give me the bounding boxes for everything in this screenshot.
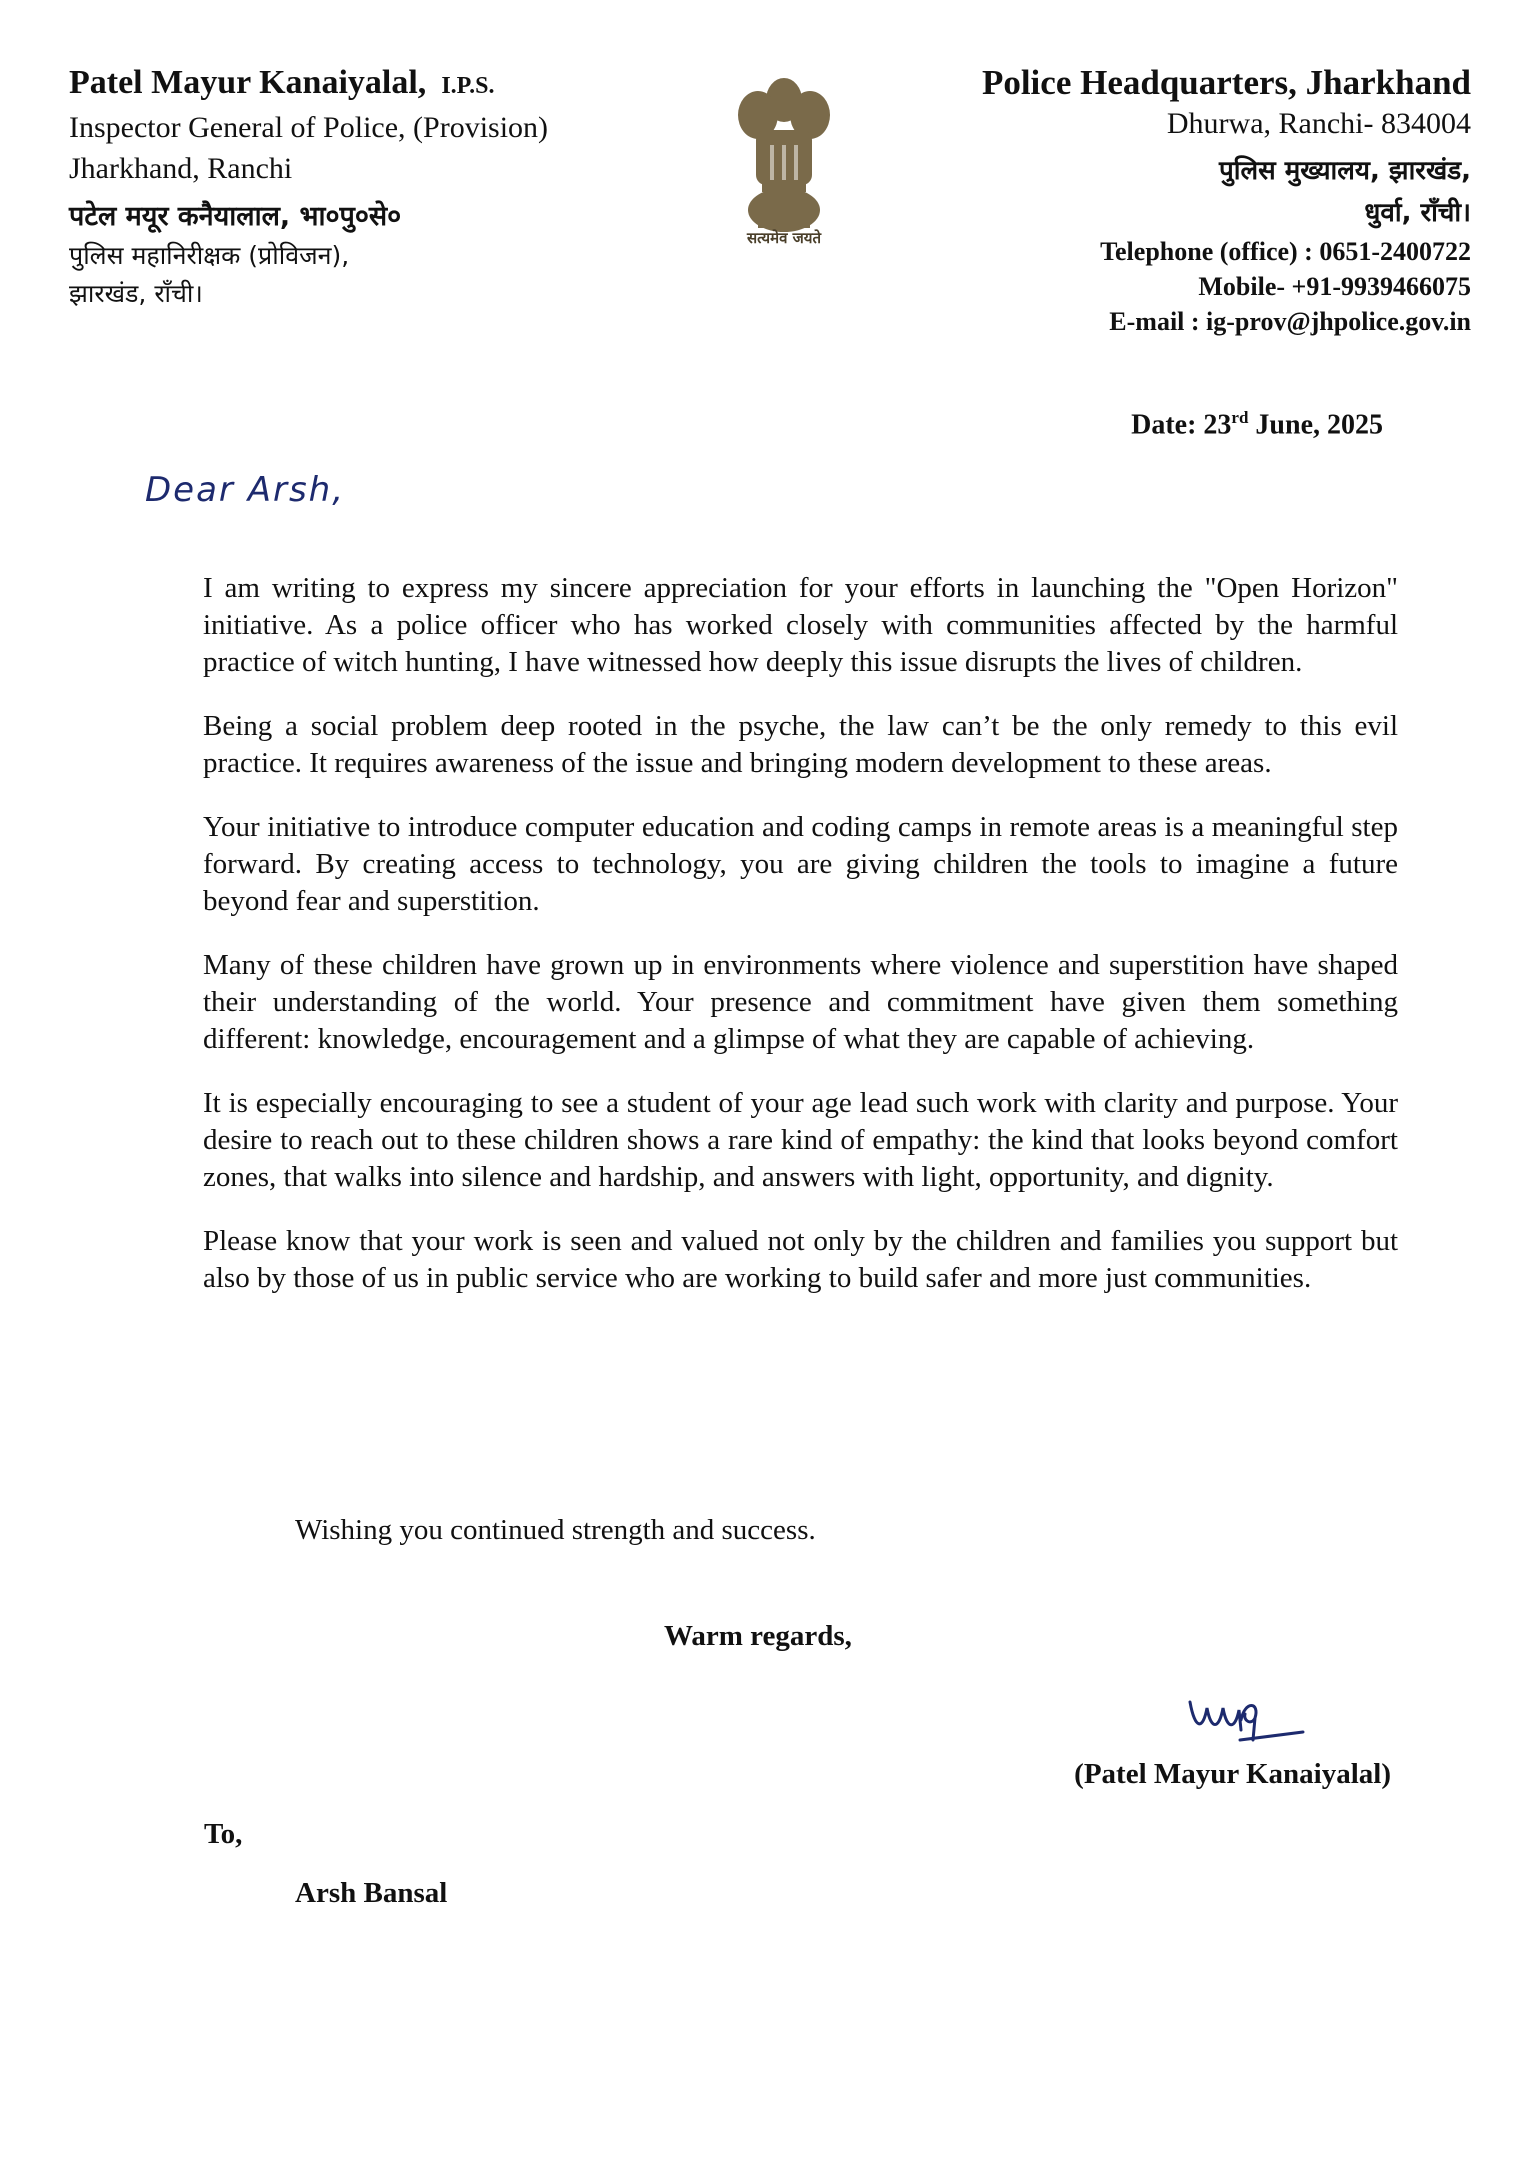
- sender-suffix: I.P.S.: [441, 73, 495, 99]
- to-label: To,: [204, 1818, 243, 1850]
- sender-name: Patel Mayur Kanaiyalal,: [69, 64, 427, 101]
- office-address: Dhurwa, Ranchi- 834004: [1166, 107, 1471, 140]
- emblem-motto: सत्यमेव जयते: [746, 229, 822, 247]
- paragraph: Being a social problem deep rooted in the psyche, the law can’t be the only remedy to this evil practice. It requires awareness of the issue and bringing modern development to these areas.: [203, 710, 1398, 779]
- office-address-hindi: धुर्वा, राँची।: [1364, 198, 1471, 228]
- sender-block: [69, 62, 548, 313]
- paragraph: Your initiative to introduce computer education and coding camps in remote areas is a meaningful step forward. By creating access to technology, you are giving children the tools to imagine a future beyond fear and superstition.: [203, 811, 1398, 917]
- sender-location: Jharkhand, Ranchi: [69, 152, 293, 185]
- office-email: E-mail : ig-prov@jhpolice.gov.in: [1109, 307, 1471, 336]
- office-telephone: Telephone (office) : 0651-2400722: [1100, 237, 1471, 266]
- office-mobile: Mobile- +91-9939466075: [1198, 272, 1471, 301]
- paragraph: Please know that your work is seen and valued not only by the children and families you support but also by those of us in public service who are working to build safer and more just communities.: [203, 1225, 1398, 1294]
- office-name-hindi: पुलिस मुख्यालय, झारखंड,: [1218, 156, 1471, 186]
- sender-designation-hindi: पुलिस महानिरीक्षक (प्रोविजन),: [69, 241, 350, 270]
- paragraph: I am writing to express my sincere appreciation for your efforts in launching the "Open Horizon" initiative. As a police officer who has worked closely with communities affected by the harmful practice of witch hunting, I have witnessed how deeply this issue disrupts the lives of children.: [203, 572, 1398, 678]
- date-suffix: rd: [1231, 408, 1249, 427]
- salutation: Dear Arsh,: [145, 470, 346, 510]
- letter-date: [1131, 408, 1383, 441]
- letter-body: [203, 570, 1398, 1324]
- paragraph: It is especially encouraging to see a student of your age lead such work with clarity and purpose. Your desire to reach out to these children shows a rare kind of empathy: the kind that looks beyond comfort zones, that walks into silence and hardship, and answers with light, opportunity, and dignity.: [203, 1087, 1398, 1193]
- signatory-name: (Patel Mayur Kanaiyalal): [1074, 1758, 1391, 1790]
- sender-designation: Inspector General of Police, (Provision): [69, 111, 549, 144]
- national-emblem: [718, 70, 850, 260]
- paragraph: Many of these children have grown up in environments where violence and superstition have shaped their understanding of the world. Your presence and commitment have given them something different: knowledge, encouragement and a glimpse of what they are capable of achieving.: [203, 949, 1398, 1055]
- date-month-year: June, 2025: [1248, 409, 1383, 441]
- office-block: [982, 62, 1471, 339]
- sender-name-hindi: पटेल मयूर कनैयालाल, भा०पु०से०: [69, 201, 402, 232]
- date-day: Date: 23: [1131, 409, 1232, 441]
- recipient-name: Arsh Bansal: [295, 1877, 448, 1909]
- signature: [1185, 1690, 1315, 1750]
- handwritten-signature-icon: [1185, 1690, 1315, 1750]
- office-name: Police Headquarters, Jharkhand: [981, 63, 1471, 102]
- wishing-line: Wishing you continued strength and success.: [295, 1514, 816, 1546]
- closing: Warm regards,: [664, 1620, 852, 1652]
- sender-location-hindi: झारखंड, राँची।: [69, 279, 203, 308]
